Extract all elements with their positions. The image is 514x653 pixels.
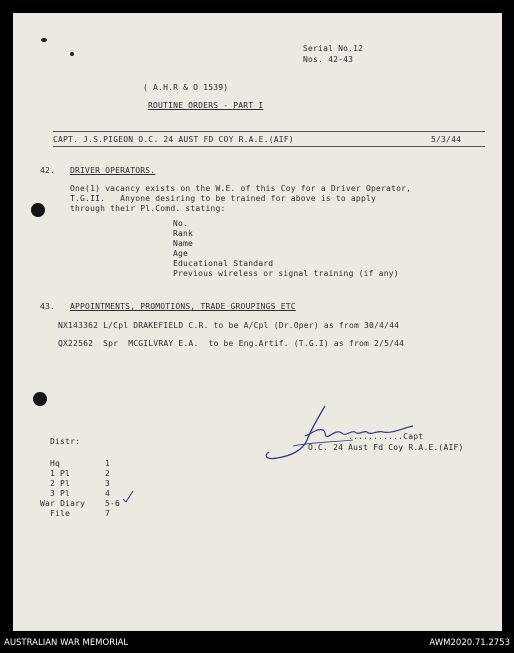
order-43-number: 43.	[40, 302, 56, 311]
distribution-name: 2 Pl	[50, 479, 71, 488]
distribution-label: Distr:	[50, 437, 81, 446]
distribution-copies: 3	[105, 479, 111, 488]
order-42-number: 42.	[40, 166, 56, 175]
order-42-body-line: through their Pl.Comd. stating:	[70, 204, 226, 213]
distribution-name: Hq	[50, 459, 61, 468]
requirement-item: Educational Standard	[173, 259, 274, 268]
archive-credit: AUSTRALIAN WAR MEMORIAL	[4, 638, 129, 648]
document-title: ROUTINE ORDERS - PART I	[148, 101, 264, 110]
distribution-copies: 7	[105, 509, 111, 518]
ink-mark	[41, 38, 47, 42]
distribution-name: War Diary	[40, 499, 86, 508]
order-42-heading: DRIVER OPERATORS.	[70, 166, 156, 175]
divider-bottom	[53, 146, 485, 147]
distribution-copies: 1	[105, 459, 111, 468]
handwritten-signature	[253, 398, 433, 463]
punch-hole-top	[31, 203, 45, 217]
distribution-copies: 4	[105, 489, 111, 498]
signature-rank: ...........Capt	[348, 432, 424, 441]
document-page	[13, 13, 502, 631]
appointment-entry: NX143362 L/Cpl DRAKEFIELD C.R. to be A/Cpl (Dr.Oper) as from 30/4/44	[58, 321, 400, 330]
requirement-item: Rank	[173, 229, 194, 238]
requirement-item: Age	[173, 249, 189, 258]
tick-mark-icon	[121, 489, 135, 503]
reference: ( A.H.R & O 1539)	[143, 83, 229, 92]
ink-mark	[70, 52, 74, 56]
appointment-entry: QX22562 Spr MCGILVRAY E.A. to be Eng.Artif. (T.G.I) as from 2/5/44	[58, 339, 405, 348]
serial-number: Serial No.12	[303, 44, 364, 53]
distribution-copies: 5-6	[105, 499, 121, 508]
archive-reference: AWM2020.71.2753	[429, 638, 510, 648]
distribution-name: 1 Pl	[50, 469, 71, 478]
divider-top	[53, 131, 485, 132]
requirement-item: Previous wireless or signal training (if any)	[173, 269, 399, 278]
requirement-item: Name	[173, 239, 194, 248]
order-42-body-line: T.G.II. Anyone desiring to be trained for above is to apply	[70, 194, 377, 203]
unit-line: CAPT. J.S.PIGEON O.C. 24 AUST FD COY R.A.E.(AIF)	[53, 135, 294, 144]
punch-hole-bottom	[33, 392, 47, 406]
requirement-item: No.	[173, 219, 189, 228]
order-42-body-line: One(1) vacancy exists on the W.E. of this Coy for a Driver Operator,	[70, 184, 412, 193]
distribution-name: File	[50, 509, 71, 518]
signature-appointment: O.C. 24 Aust Fd Coy R.A.E.(AIF)	[308, 443, 464, 452]
order-date: 5/3/44	[431, 135, 462, 144]
distribution-name: 3 Pl	[50, 489, 71, 498]
distribution-copies: 2	[105, 469, 111, 478]
order-43-heading: APPOINTMENTS, PROMOTIONS, TRADE GROUPINGS ETC	[70, 302, 296, 311]
order-numbers: Nos. 42-43	[303, 55, 354, 64]
